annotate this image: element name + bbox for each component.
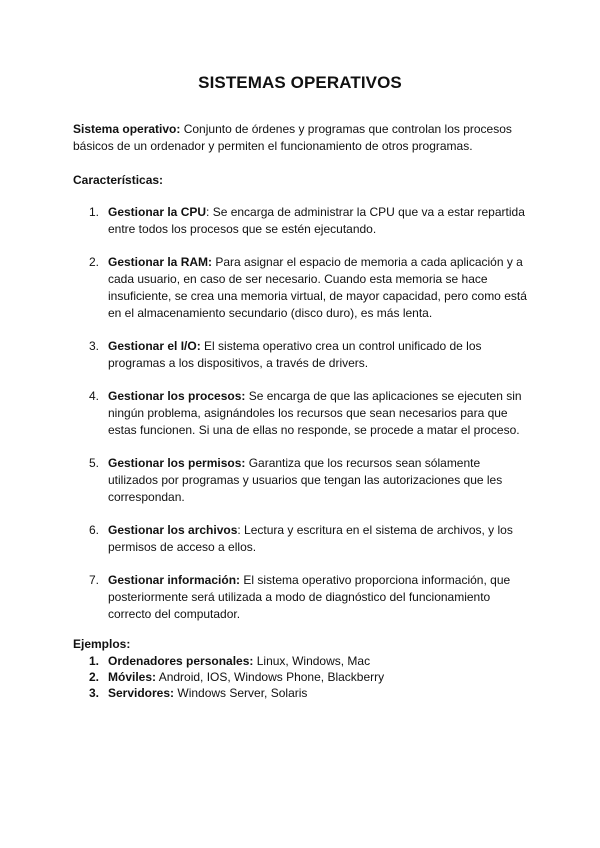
feature-term: Gestionar información: bbox=[108, 573, 241, 587]
feature-term: Gestionar los permisos: bbox=[108, 456, 246, 470]
feature-term: Gestionar la CPU bbox=[108, 205, 207, 219]
example-item bbox=[73, 669, 533, 685]
features-heading: Características: bbox=[73, 173, 164, 187]
feature-item bbox=[73, 522, 533, 556]
feature-term: Gestionar los procesos: bbox=[108, 389, 246, 403]
feature-item bbox=[73, 388, 533, 439]
feature-text: El sistema operativo crea un control unificado de los programas a los dispositivos, a través de drivers. bbox=[108, 339, 482, 370]
feature-text: Garantiza que los recursos sean sólamente utilizados por programas y usuarios que tengan las autorizaciones que les correspondan. bbox=[108, 456, 503, 504]
feature-text: El sistema operativo proporciona información, que posteriormente será utilizada a modo de diagnóstico del funcionamiento correcto del computador. bbox=[108, 573, 511, 621]
feature-number: 1. bbox=[89, 205, 100, 219]
example-item bbox=[73, 685, 533, 701]
examples-heading: Ejemplos: bbox=[73, 637, 131, 651]
feature-term: Gestionar el I/O: bbox=[108, 339, 201, 353]
intro-paragraph bbox=[73, 121, 533, 155]
example-text: Android, IOS, Windows Phone, Blackberry bbox=[156, 670, 385, 684]
example-term: Servidores: bbox=[108, 686, 175, 700]
feature-number: 3. bbox=[89, 339, 100, 353]
intro-definition: Conjunto de órdenes y programas que controlan los procesos básicos de un ordenador y permiten el funcionamiento de otros programas. bbox=[73, 122, 512, 153]
feature-text: Para asignar el espacio de memoria a cada aplicación y a cada usuario, en caso de ser necesario. Cuando esta memoria se hace insuficiente, se crea una memoria virtual, de mayor capacidad, pero como está en el almacenamiento secundario (disco duro), es más lenta. bbox=[108, 255, 527, 320]
feature-item bbox=[73, 572, 533, 623]
example-term: Ordenadores personales: bbox=[108, 654, 254, 668]
example-text: Windows Server, Solaris bbox=[174, 686, 308, 700]
examples-list bbox=[73, 653, 533, 701]
feature-text: : Lectura y escritura en el sistema de archivos, y los permisos de acceso a ellos. bbox=[108, 523, 513, 554]
features-list bbox=[73, 204, 533, 639]
feature-item bbox=[73, 204, 533, 238]
example-number: 1. bbox=[89, 654, 100, 668]
page-title: SISTEMAS OPERATIVOS bbox=[198, 73, 402, 92]
feature-item bbox=[73, 254, 533, 322]
example-item bbox=[73, 653, 533, 669]
example-number: 3. bbox=[89, 686, 100, 700]
feature-number: 5. bbox=[89, 456, 100, 470]
feature-number: 2. bbox=[89, 255, 100, 269]
feature-number: 4. bbox=[89, 389, 100, 403]
feature-text: Se encarga de que las aplicaciones se ejecuten sin ningún problema, asignándoles los recursos que sean necesarios para que estas funcionen. Si una de ellas no responde, se procede a matar el proceso. bbox=[108, 389, 522, 437]
feature-text: : Se encarga de administrar la CPU que va a estar repartida entre todos los procesos que se estén ejecutando. bbox=[108, 205, 525, 236]
feature-number: 6. bbox=[89, 523, 100, 537]
feature-term: Gestionar los archivos bbox=[108, 523, 238, 537]
example-term: Móviles: bbox=[108, 670, 157, 684]
example-number: 2. bbox=[89, 670, 100, 684]
example-text: Linux, Windows, Mac bbox=[253, 654, 371, 668]
feature-number: 7. bbox=[89, 573, 100, 587]
feature-item bbox=[73, 455, 533, 506]
intro-term: Sistema operativo: bbox=[73, 122, 181, 136]
feature-term: Gestionar la RAM: bbox=[108, 255, 213, 269]
feature-item bbox=[73, 338, 533, 372]
